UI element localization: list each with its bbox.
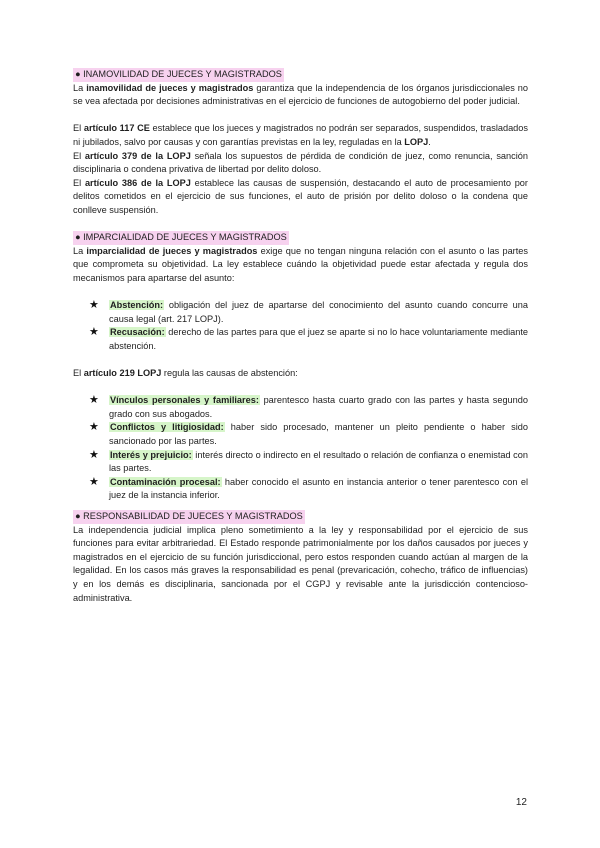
- bold-term: imparcialidad de jueces y magistrados: [86, 245, 258, 256]
- star-icon: ★: [89, 394, 99, 407]
- article-219-paragraph: El artículo 219 LOPJ regula las causas de abstención:: [73, 368, 298, 379]
- star-icon: ★: [89, 299, 99, 312]
- section-title-inamovilidad: ● INAMOVILIDAD DE JUECES Y MAGISTRADOS: [73, 68, 284, 82]
- list-item-interes: ★ Interés y prejuicio: interés directo o indirecto en el resultado o relación de confianza o enemistad con las partes.: [89, 448, 528, 474]
- bold-term: LOPJ: [404, 136, 429, 147]
- section-title-responsabilidad: ● RESPONSABILIDAD DE JUECES Y MAGISTRADOS: [73, 510, 305, 524]
- mechanisms-list: [73, 299, 528, 353]
- star-icon: ★: [89, 326, 99, 339]
- section-title-imparcialidad: ● IMPARCIALIDAD DE JUECES Y MAGISTRADOS: [73, 231, 289, 245]
- list-item-recusacion: ★ Recusación: derecho de las partes para que el juez se aparte si no lo hace voluntariamente mediante abstención.: [89, 326, 528, 351]
- bold-term: artículo 117 CE: [83, 123, 150, 134]
- responsabilidad-body: La independencia judicial implica pleno sometimiento a la ley y responsabilidad por el ejercicio de sus funciones para evitar arbitrariedad. El Estado responde patrimonialmente por los daños causados por jueces y magistrados en el ejercicio de su función jurisdiccional, pero estos responden cuando actúan al margen de la legalidad. En los casos más graves la responsabilidad es penal (prevaricación, cohecho, tráfico de influencias) y en los demás es disciplinaria, sancionada por el CGPJ y revisable ante la jurisdicción contencioso-administrativa.: [73, 524, 528, 603]
- bold-term: artículo 219 LOPJ: [83, 368, 162, 379]
- bold-term: inamovilidad de jueces y magistrados: [86, 82, 254, 93]
- page-number: 12: [515, 797, 527, 808]
- document-page: [73, 68, 528, 605]
- causes-list: [73, 394, 528, 503]
- star-icon: ★: [89, 448, 99, 461]
- list-item-vinculos: ★ Vínculos personales y familiares: parentesco hasta cuarto grado con las partes y hasta segundo grado con sus abogados.: [89, 394, 528, 419]
- bold-term: artículo 386 de la LOPJ: [84, 177, 191, 188]
- inamovilidad-intro: La inamovilidad de jueces y magistrados garantiza que la independencia de los órganos jurisdiccionales no se vea afectada por decisiones administrativas en el ejercicio de funciones de autogobierno del poder judicial.: [73, 82, 528, 107]
- term-highlight: Recusación:: [110, 327, 165, 338]
- list-item-conflictos: ★ Conflictos y litigiosidad: haber sido procesado, mantener un pleito pendiente o haber sido sancionado por las partes.: [89, 421, 529, 447]
- list-item-contaminacion: ★ Contaminación procesal: haber conocido el asunto en instancia anterior o tener parentesco con el juez de la instancia inferior.: [89, 475, 529, 501]
- article-386-paragraph: El artículo 386 de la LOPJ establece las causas de suspensión, destacando el auto de procesamiento por delitos cometidos en el ejercicio de sus funciones, el auto de prisión por delito doloso o la condena que conlleve suspensión.: [73, 177, 528, 215]
- article-379-paragraph: El artículo 379 de la LOPJ señala los supuestos de pérdida de condición de juez, como renuncia, sanción disciplinaria o condena privativa de libertad por delito doloso.: [73, 150, 528, 175]
- bold-term: artículo 379 de la LOPJ: [84, 150, 191, 161]
- term-highlight: Vínculos personales y familiares:: [110, 395, 259, 406]
- list-item-abstencion: ★ Abstención: obligación del juez de apartarse del conocimiento del asunto cuando concurre una causa legal (art. 217 LOPJ).: [89, 299, 528, 324]
- star-icon: ★: [89, 475, 99, 488]
- term-highlight: Interés y prejuicio:: [110, 449, 192, 460]
- imparcialidad-intro: La imparcialidad de jueces y magistrados exige que no tengan ninguna relación con el asunto o las partes que comprometa su objetividad. La ley establece cuándo la objetividad puede estar afectada y regula dos mecanismos para apartarse del asunto:: [73, 245, 528, 283]
- term-highlight: Abstención:: [110, 300, 164, 311]
- article-117-paragraph: El artículo 117 CE establece que los jueces y magistrados no podrán ser separados, suspendidos, trasladados ni jubilados, salvo por causas y con garantías previstas en la ley, reguladas en la LOPJ.: [73, 123, 528, 147]
- term-highlight: Conflictos y litigiosidad:: [110, 422, 224, 433]
- star-icon: ★: [89, 421, 99, 434]
- term-highlight: Contaminación procesal:: [110, 476, 221, 487]
